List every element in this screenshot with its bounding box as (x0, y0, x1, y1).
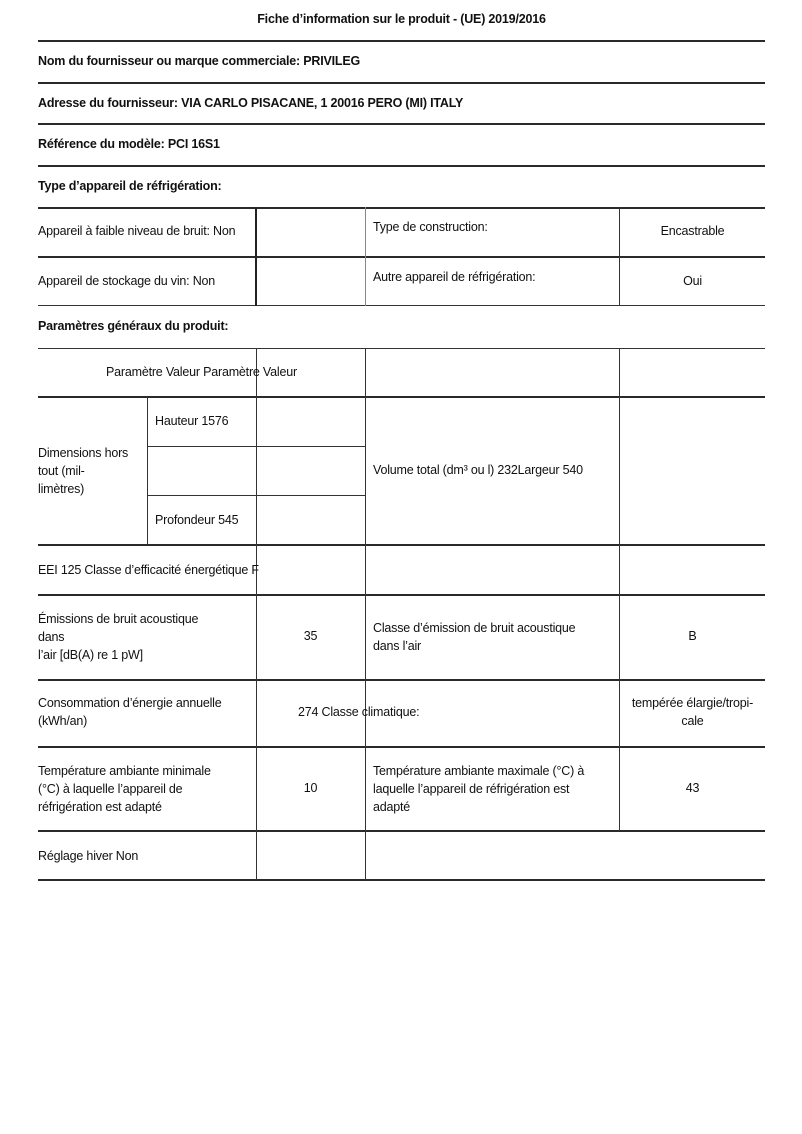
depth-value: Profondeur 545 (155, 513, 239, 527)
params-header: Paramètre Valeur Paramètre Valeur (106, 365, 297, 379)
divider (38, 82, 765, 84)
other-appliance-label: Autre appareil de réfrigération: (373, 270, 536, 284)
energy-climate-value: 274 Classe climatique: (298, 705, 420, 719)
divider (38, 123, 765, 125)
temp-max-label-line: Température ambiante maximale (°C) à (373, 764, 585, 778)
divider (38, 165, 765, 167)
noise-class-label-line: Classe d’émission de bruit acoustique (373, 621, 576, 635)
volume-width-value: Volume total (dm³ ou l) 232Largeur 540 (373, 463, 583, 477)
divider (38, 594, 765, 596)
eei-value: EEI 125 Classe d’efficacité énergétique F (38, 563, 259, 577)
construction-type-label: Type de construction: (373, 220, 488, 234)
divider (38, 305, 765, 306)
winter-setting: Réglage hiver Non (38, 849, 139, 863)
construction-type-value: Encastrable (660, 224, 725, 238)
divider (38, 207, 765, 209)
dimensions-label-line: limètres) (38, 482, 85, 496)
height-value: Hauteur 1576 (155, 414, 229, 428)
column-divider (147, 397, 148, 545)
energy-label-line: (kWh/an) (38, 714, 88, 728)
dimensions-label-line: Dimensions hors (38, 446, 129, 460)
temp-min-label-line: Température ambiante minimale (38, 764, 211, 778)
other-appliance-value: Oui (683, 274, 702, 288)
noise-value: 35 (303, 629, 318, 643)
divider (38, 746, 765, 748)
noise-label-line: dans (38, 630, 65, 644)
divider (38, 830, 765, 832)
temp-min-label-line: (°C) à laquelle l’appareil de (38, 782, 183, 796)
supplier-name: Nom du fournisseur ou marque commerciale: PRIVILEG (38, 54, 361, 68)
document-title: Fiche d’information sur le produit - (UE) 2019/2016 (257, 12, 546, 26)
noise-class-value: B (688, 629, 697, 643)
divider (38, 679, 765, 681)
temp-max-label-line: adapté (373, 800, 411, 814)
temp-min-value: 10 (303, 781, 318, 795)
divider (38, 879, 765, 881)
divider (38, 40, 765, 42)
temp-max-value: 43 (685, 781, 700, 795)
wine-storage-label: Appareil de stockage du vin: Non (38, 274, 216, 288)
noise-label-line: l’air [dB(A) re 1 pW] (38, 648, 143, 662)
supplier-address: Adresse du fournisseur: VIA CARLO PISACANE, 1 20016 PERO (MI) ITALY (38, 96, 464, 110)
low-noise-label: Appareil à faible niveau de bruit: Non (38, 224, 236, 238)
energy-label-line: Consommation d’énergie annuelle (38, 696, 222, 710)
temp-min-label-line: réfrigération est adapté (38, 800, 162, 814)
noise-label-line: Émissions de bruit acoustique (38, 612, 199, 626)
climate-value-line: tempérée élargie/tropi- (631, 696, 754, 710)
divider (38, 256, 765, 258)
column-divider (255, 207, 257, 306)
dimensions-label-line: tout (mil- (38, 464, 85, 478)
temp-max-label-line: laquelle l’appareil de réfrigération est (373, 782, 570, 796)
noise-class-label-line: dans l’air (373, 639, 422, 653)
climate-value-line: cale (681, 714, 704, 728)
column-divider (365, 207, 366, 306)
column-divider (619, 348, 620, 831)
general-params-heading: Paramètres généraux du produit: (38, 319, 229, 333)
column-divider (365, 348, 366, 880)
model-reference: Référence du modèle: PCI 16S1 (38, 137, 220, 151)
appliance-type-heading: Type d’appareil de réfrigération: (38, 179, 222, 193)
divider (38, 348, 765, 349)
